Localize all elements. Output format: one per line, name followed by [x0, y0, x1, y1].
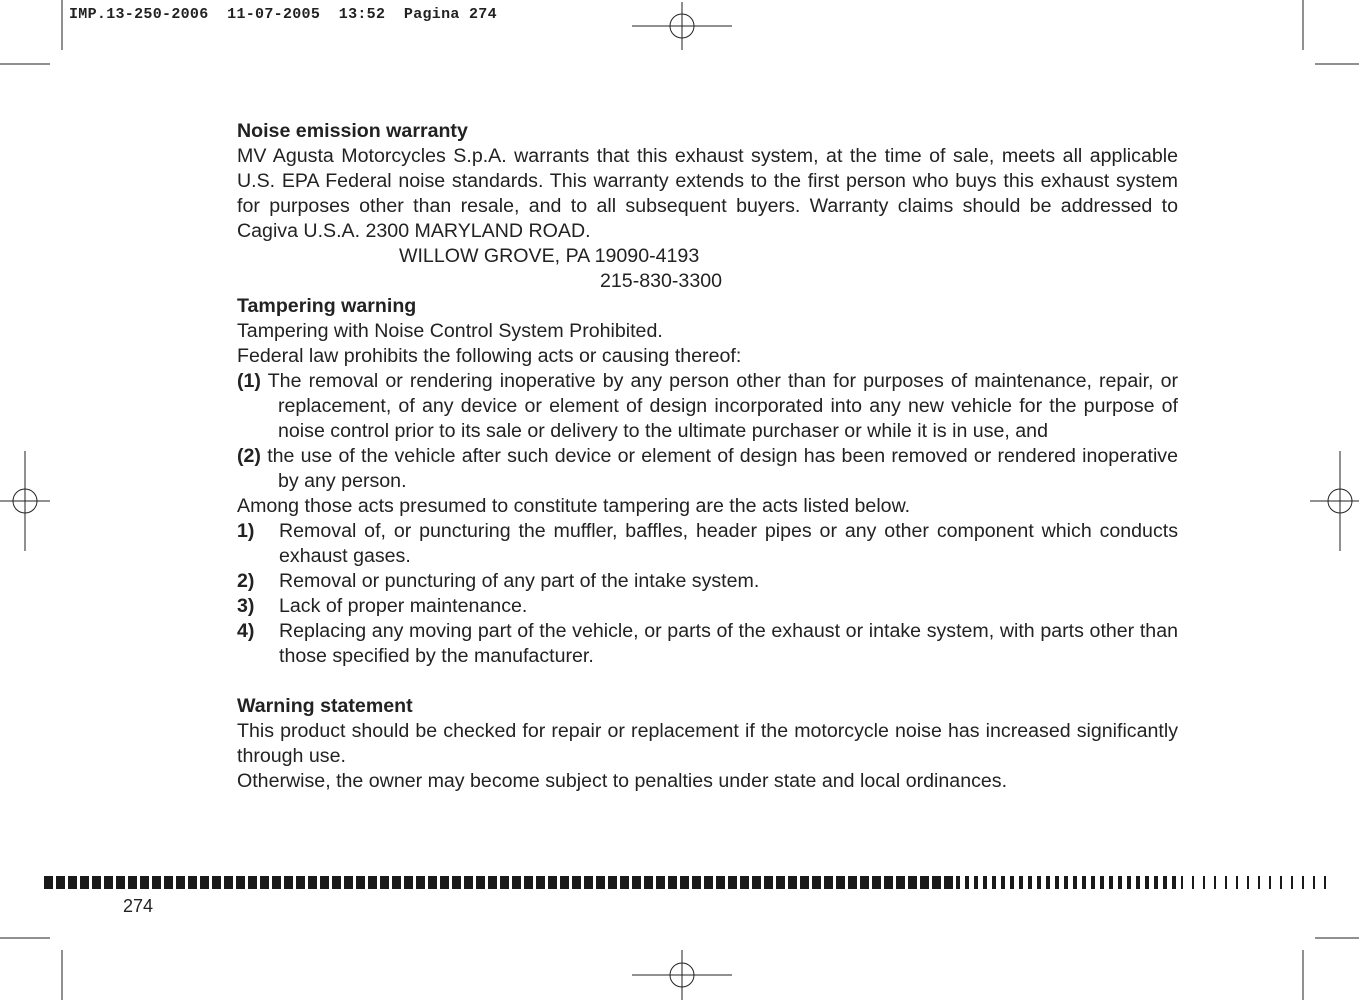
tampering-act-2: [237, 569, 1178, 594]
bar-block: [920, 876, 929, 889]
tampering-line-2: Federal law prohibits the following acts or causing thereof:: [237, 345, 742, 367]
bar-block: [1324, 876, 1326, 889]
bar-block: [1280, 876, 1282, 889]
bar-block: [560, 876, 569, 889]
noise-warranty-heading: Noise emission warranty: [237, 120, 468, 142]
prohibited-act-number: (2): [237, 445, 261, 467]
bar-block: [260, 876, 269, 889]
bar-block: [668, 876, 677, 889]
act-text: Removal or puncturing of any part of the intake system.: [279, 570, 760, 592]
bar-block: [656, 876, 665, 889]
bar-block: [752, 876, 761, 889]
tampering-act-4: [237, 619, 1178, 669]
bar-block: [956, 876, 960, 889]
bar-block: [1127, 876, 1131, 889]
bar-block: [974, 876, 978, 889]
bar-block: [1247, 876, 1249, 889]
bar-block: [596, 876, 605, 889]
bar-block: [1163, 876, 1167, 889]
bar-block: [80, 876, 89, 889]
phone-number: 215-830-3300: [600, 270, 723, 292]
bar-block: [332, 876, 341, 889]
bar-block: [1302, 876, 1304, 889]
bar-block: [308, 876, 317, 889]
bar-block: [680, 876, 689, 889]
bar-block: [1225, 876, 1227, 889]
bar-block: [404, 876, 413, 889]
bar-block: [992, 876, 996, 889]
bar-block: [320, 876, 329, 889]
prohibited-act-text: The removal or rendering inoperative by any person other than for purposes of maintenance, repair, or replacement, of any device or element of design incorporated into any new vehicle for the purpose of noise control prior to its sale or delivery to the ultimate purchaser or while it is in use, and: [267, 370, 1178, 442]
bar-block: [824, 876, 833, 889]
slug-time: 13:52: [338, 6, 386, 23]
bar-block: [1214, 876, 1216, 889]
bar-block: [188, 876, 197, 889]
bar-block: [788, 876, 797, 889]
bar-block: [644, 876, 653, 889]
prohibited-act-1: [237, 369, 1178, 444]
bar-block: [1100, 876, 1104, 889]
tampering-line-1: Tampering with Noise Control System Prohibited.: [237, 320, 663, 342]
bar-block: [56, 876, 65, 889]
bar-block: [368, 876, 377, 889]
tampering-warning-heading: Tampering warning: [237, 295, 417, 317]
bar-block: [1118, 876, 1122, 889]
bar-block: [776, 876, 785, 889]
bar-block: [452, 876, 461, 889]
act-text: Removal of, or puncturing the muffler, baffles, header pipes or any other component which conducts exhaust gases.: [279, 520, 1178, 567]
bar-block: [884, 876, 893, 889]
section-spacer: [237, 669, 1178, 694]
bar-block: [344, 876, 353, 889]
bar-block: [1154, 876, 1158, 889]
registration-mark-left: [0, 451, 50, 551]
bar-block: [1028, 876, 1032, 889]
slug-date: 11-07-2005: [227, 6, 321, 23]
bar-block: [1046, 876, 1050, 889]
bar-block: [836, 876, 845, 889]
bar-block: [152, 876, 161, 889]
bar-block: [872, 876, 881, 889]
bar-block: [848, 876, 857, 889]
bar-block: [524, 876, 533, 889]
act-text: Lack of proper maintenance.: [279, 595, 528, 617]
decorative-bar: [44, 876, 1334, 889]
bar-block: [380, 876, 389, 889]
bar-block: [740, 876, 749, 889]
act-number: 2): [237, 570, 255, 592]
page-number: 274: [123, 896, 154, 916]
warning-statement-heading: Warning statement: [237, 695, 413, 717]
bar-block: [860, 876, 869, 889]
bar-block: [212, 876, 221, 889]
prohibited-act-number: (1): [237, 370, 261, 392]
bar-block: [1192, 876, 1194, 889]
bar-block: [800, 876, 809, 889]
address-city: WILLOW GROVE, PA 19090-4193: [399, 245, 700, 267]
bar-block: [356, 876, 365, 889]
bar-block: [416, 876, 425, 889]
bar-block: [68, 876, 77, 889]
slug-code: IMP.13-250-2006: [69, 6, 209, 23]
noise-warranty-body: MV Agusta Motorcycles S.p.A. warrants that this exhaust system, at the time of sale, meets all applicable U.S. EPA Federal noise standards. This warranty extends to the first person who buys this exhaust system for purposes other than resale, and to all subsequent buyers. Warranty claims should be addressed to Cagiva U.S.A. 2300 MARYLAND ROAD.: [237, 145, 1178, 242]
act-number: 3): [237, 595, 255, 617]
registration-mark-top: [632, 2, 732, 50]
bar-block: [104, 876, 113, 889]
bar-block: [536, 876, 545, 889]
bar-block: [620, 876, 629, 889]
warning-statement-body: This product should be checked for repair or replacement if the motorcycle noise has increased significantly through use.: [237, 720, 1178, 767]
bar-block: [1019, 876, 1023, 889]
bar-block: [1258, 876, 1260, 889]
bar-block: [476, 876, 485, 889]
bar-block: [488, 876, 497, 889]
registration-mark-right: [1310, 451, 1359, 551]
bar-block: [1073, 876, 1077, 889]
bar-block: [116, 876, 125, 889]
bar-block: [1091, 876, 1095, 889]
bar-block: [1001, 876, 1005, 889]
bar-block: [392, 876, 401, 889]
bar-block: [500, 876, 509, 889]
bar-block: [983, 876, 987, 889]
document-body: [237, 119, 1178, 794]
bar-block: [248, 876, 257, 889]
bar-block: [944, 876, 953, 889]
bar-block: [1082, 876, 1086, 889]
bar-block: [584, 876, 593, 889]
act-number: 1): [237, 520, 255, 542]
bar-block: [440, 876, 449, 889]
warning-statement-body-2: Otherwise, the owner may become subject to penalties under state and local ordinances.: [237, 770, 1008, 792]
bar-block: [236, 876, 245, 889]
bar-block: [1037, 876, 1041, 889]
tampering-acts-intro: Among those acts presumed to constitute tampering are the acts listed below.: [237, 495, 911, 517]
act-number: 4): [237, 620, 255, 642]
bar-block: [1010, 876, 1014, 889]
bar-block: [272, 876, 281, 889]
prohibited-act-text: the use of the vehicle after such device or element of design has been removed or rendered inoperative by any person.: [267, 445, 1178, 492]
bar-block: [716, 876, 725, 889]
bar-block: [728, 876, 737, 889]
bar-block: [1236, 876, 1238, 889]
bar-block: [164, 876, 173, 889]
act-text: Replacing any moving part of the vehicle, or parts of the exhaust or intake system, with parts other than those specified by the manufacturer.: [279, 620, 1178, 667]
bar-block: [224, 876, 233, 889]
bar-block: [608, 876, 617, 889]
bar-block: [965, 876, 969, 889]
tampering-act-1: [237, 519, 1178, 569]
bar-block: [1291, 876, 1293, 889]
bar-block: [1145, 876, 1149, 889]
bar-block: [1064, 876, 1068, 889]
bar-block: [704, 876, 713, 889]
bar-block: [572, 876, 581, 889]
bar-block: [1109, 876, 1113, 889]
bar-block: [548, 876, 557, 889]
bar-block: [428, 876, 437, 889]
tampering-act-3: [237, 594, 1178, 619]
bar-block: [128, 876, 137, 889]
bar-block: [140, 876, 149, 889]
bar-block: [296, 876, 305, 889]
slug-page-label: Pagina 274: [403, 6, 497, 23]
bar-block: [1313, 876, 1315, 889]
bar-block: [512, 876, 521, 889]
bar-block: [908, 876, 917, 889]
bar-block: [176, 876, 185, 889]
bar-block: [464, 876, 473, 889]
bar-block: [92, 876, 101, 889]
bar-block: [1172, 876, 1176, 889]
bar-block: [1269, 876, 1271, 889]
bar-block: [200, 876, 209, 889]
bar-block: [1181, 876, 1183, 889]
bar-block: [44, 876, 53, 889]
registration-mark-bottom: [632, 950, 732, 1000]
bar-block: [1203, 876, 1205, 889]
bar-block: [692, 876, 701, 889]
bar-block: [812, 876, 821, 889]
bar-block: [1055, 876, 1059, 889]
bar-block: [284, 876, 293, 889]
bar-block: [1136, 876, 1140, 889]
bar-block: [632, 876, 641, 889]
bar-block: [896, 876, 905, 889]
prohibited-act-2: [237, 444, 1178, 494]
bar-block: [932, 876, 941, 889]
bar-block: [764, 876, 773, 889]
